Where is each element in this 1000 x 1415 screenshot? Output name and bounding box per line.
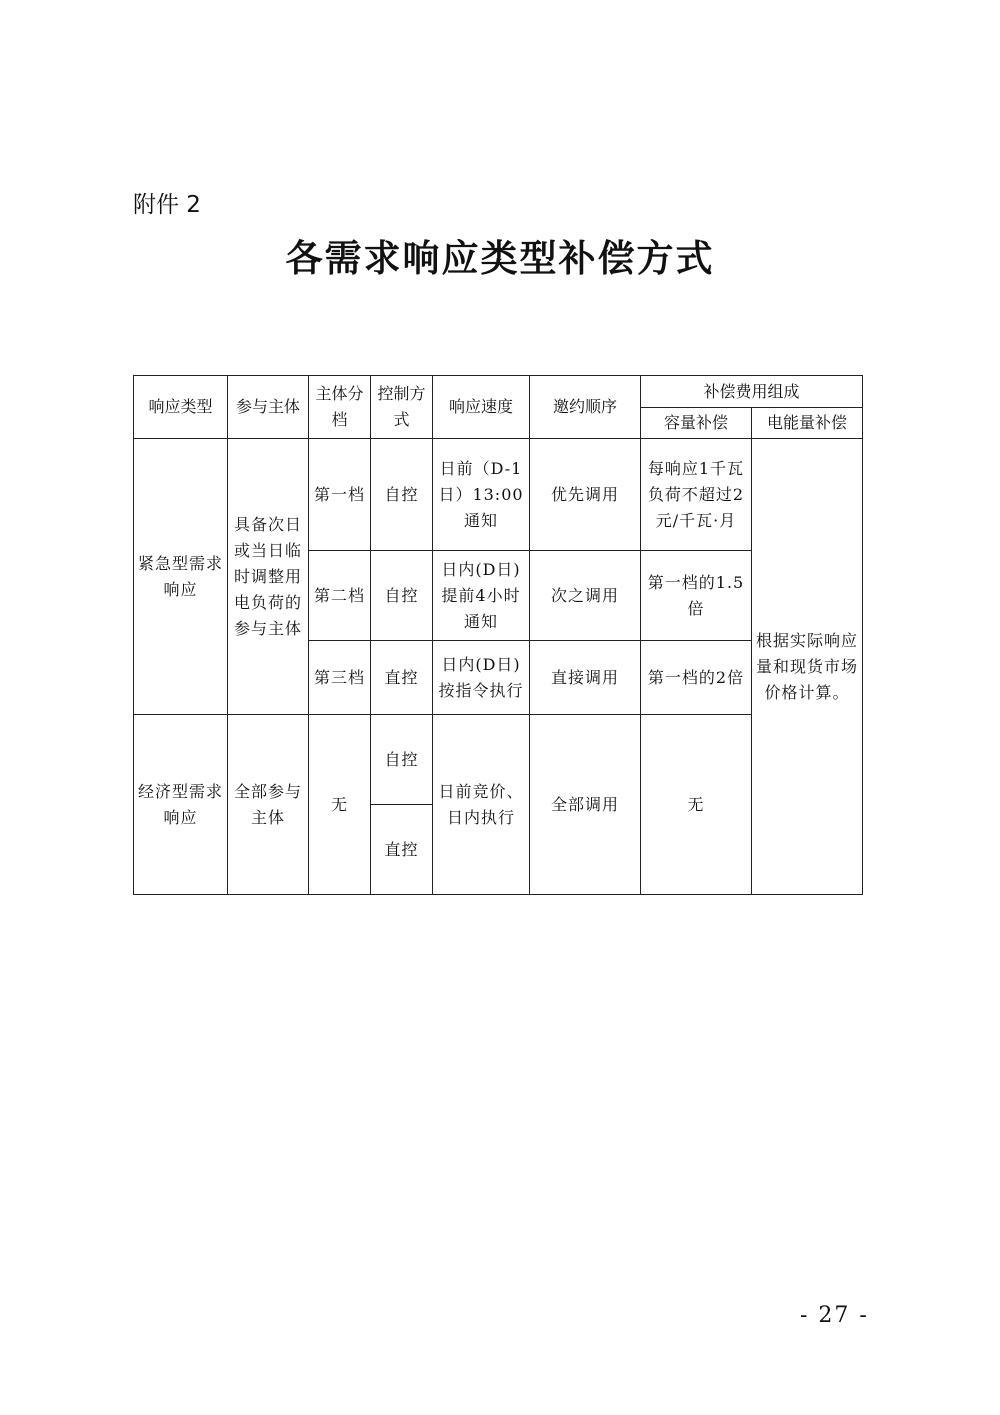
order-cell: 直接调用 bbox=[530, 641, 641, 715]
economic-tier-cell: 无 bbox=[309, 715, 371, 895]
economic-subject-cell: 全部参与主体 bbox=[228, 715, 309, 895]
control-cell: 直控 bbox=[371, 805, 433, 895]
header-compensation: 补偿费用组成 bbox=[641, 376, 863, 408]
energy-cell: 根据实际响应量和现货市场价格计算。 bbox=[752, 439, 863, 895]
control-cell: 自控 bbox=[371, 551, 433, 641]
header-order: 邀约顺序 bbox=[530, 376, 641, 439]
table-header-row bbox=[134, 376, 863, 408]
header-speed: 响应速度 bbox=[433, 376, 530, 439]
economic-order-cell: 全部调用 bbox=[530, 715, 641, 895]
capacity-cell: 每响应1千瓦负荷不超过2元/千瓦·月 bbox=[641, 439, 752, 551]
header-control: 控制方式 bbox=[371, 376, 433, 439]
page-number: - 27 - bbox=[800, 1303, 869, 1328]
emergency-type-cell: 紧急型需求响应 bbox=[134, 439, 228, 715]
economic-type-cell: 经济型需求响应 bbox=[134, 715, 228, 895]
tier-cell: 第一档 bbox=[309, 439, 371, 551]
compensation-table bbox=[133, 375, 863, 895]
emergency-subject-cell: 具备次日或当日临时调整用电负荷的参与主体 bbox=[228, 439, 309, 715]
attachment-label: 附件 2 bbox=[133, 192, 201, 218]
control-cell: 直控 bbox=[371, 641, 433, 715]
header-tier: 主体分档 bbox=[309, 376, 371, 439]
tier-cell: 第二档 bbox=[309, 551, 371, 641]
economic-speed-cell: 日前竞价、日内执行 bbox=[433, 715, 530, 895]
capacity-cell: 第一档的1.5倍 bbox=[641, 551, 752, 641]
speed-cell: 日前（D-1日）13:00通知 bbox=[433, 439, 530, 551]
capacity-cell: 第一档的2倍 bbox=[641, 641, 752, 715]
speed-cell: 日内(D日)按指令执行 bbox=[433, 641, 530, 715]
header-subject: 参与主体 bbox=[228, 376, 309, 439]
page-title: 各需求响应类型补偿方式 bbox=[285, 236, 715, 280]
speed-cell: 日内(D日)提前4小时通知 bbox=[433, 551, 530, 641]
header-energy: 电能量补偿 bbox=[752, 408, 863, 439]
header-type: 响应类型 bbox=[134, 376, 228, 439]
control-cell: 自控 bbox=[371, 439, 433, 551]
economic-capacity-cell: 无 bbox=[641, 715, 752, 895]
table-row bbox=[134, 439, 863, 551]
order-cell: 优先调用 bbox=[530, 439, 641, 551]
header-capacity: 容量补偿 bbox=[641, 408, 752, 439]
order-cell: 次之调用 bbox=[530, 551, 641, 641]
tier-cell: 第三档 bbox=[309, 641, 371, 715]
control-cell: 自控 bbox=[371, 715, 433, 805]
